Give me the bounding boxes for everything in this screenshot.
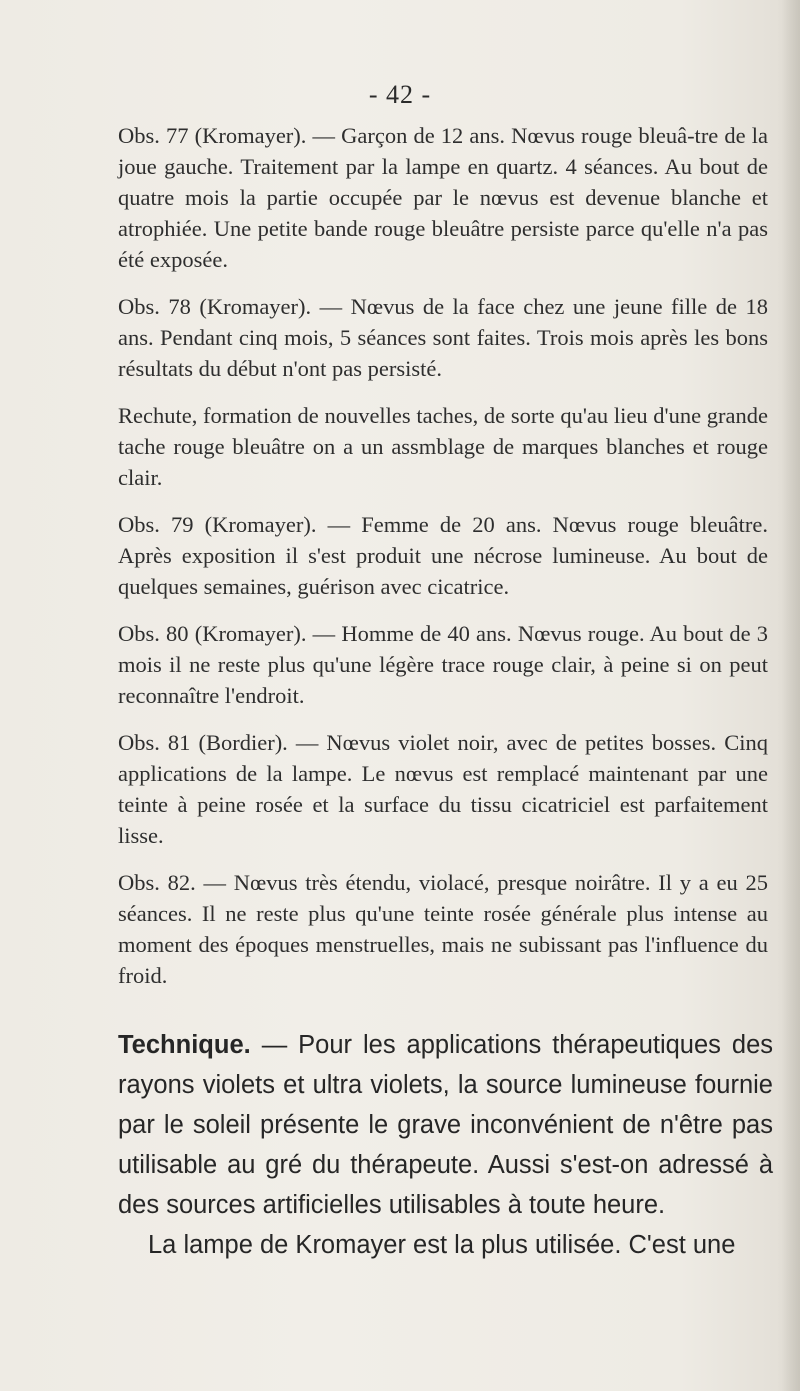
paragraph-obs-78: Obs. 78 (Kromayer). — Nœvus de la face chez une jeune fille de 18 ans. Pendant cinq mois, 5 séances sont faites. Trois mois après les bons résultats du début n'ont pas persisté. (118, 294, 768, 381)
page-number: - 42 - (368, 80, 432, 109)
page-edge-shadow (782, 0, 800, 1391)
observations-section (118, 120, 768, 1007)
technique-heading: Technique. (118, 1031, 251, 1059)
paragraph-obs-79: Obs. 79 (Kromayer). — Femme de 20 ans. Nœvus rouge bleuâtre. Après exposition il s'est produit une nécrose lumineuse. Au bout de quelques semaines, guérison avec cicatrice. (118, 512, 768, 599)
paragraph-obs-77: Obs. 77 (Kromayer). — Garçon de 12 ans. Nœvus rouge bleuâ-tre de la joue gauche. Traitement par la lampe en quartz. 4 séances. Au bout de quatre mois la partie occupée par le nœvus est devenue blanche et atrophiée. Une petite bande rouge bleuâtre persiste parce qu'elle n'a pas été exposée. (118, 123, 768, 272)
technique-text: — Pour les applications thérapeutiques des rayons violets et ultra violets, la source lumineuse fournie par le soleil présente le grave inconvénient de n'être pas utilisable au gré du thérapeute. Aussi s'est-on adressé à des sources artificielles utilisables à toute heure. (118, 1031, 773, 1219)
technique-paragraph (118, 1025, 773, 1225)
technique-section (118, 1025, 773, 1265)
paragraph-obs-81: Obs. 81 (Bordier). — Nœvus violet noir, avec de petites bosses. Cinq applications de la lampe. Le nœvus est remplacé maintenant par une teinte à peine rosée et la surface du tissu cicatriciel est parfaitement lisse. (118, 730, 768, 848)
paragraph-obs-82: Obs. 82. — Nœvus très étendu, violacé, presque noirâtre. Il y a eu 25 séances. Il ne reste plus qu'une teinte rosée générale plus intense au moment des époques menstruelles, mais ne subissant pas l'influence du froid. (118, 870, 768, 988)
paragraph-rechute: Rechute, formation de nouvelles taches, de sorte qu'au lieu d'une grande tache rouge bleuâtre on a un assmblage de marques blanches et rouge clair. (118, 403, 768, 490)
technique-continuation: La lampe de Kromayer est la plus utilisée. C'est une (148, 1231, 736, 1259)
paragraph-obs-80: Obs. 80 (Kromayer). — Homme de 40 ans. Nœvus rouge. Au bout de 3 mois il ne reste plus qu'une légère trace rouge clair, à peine si on peut reconnaître l'endroit. (118, 621, 768, 708)
